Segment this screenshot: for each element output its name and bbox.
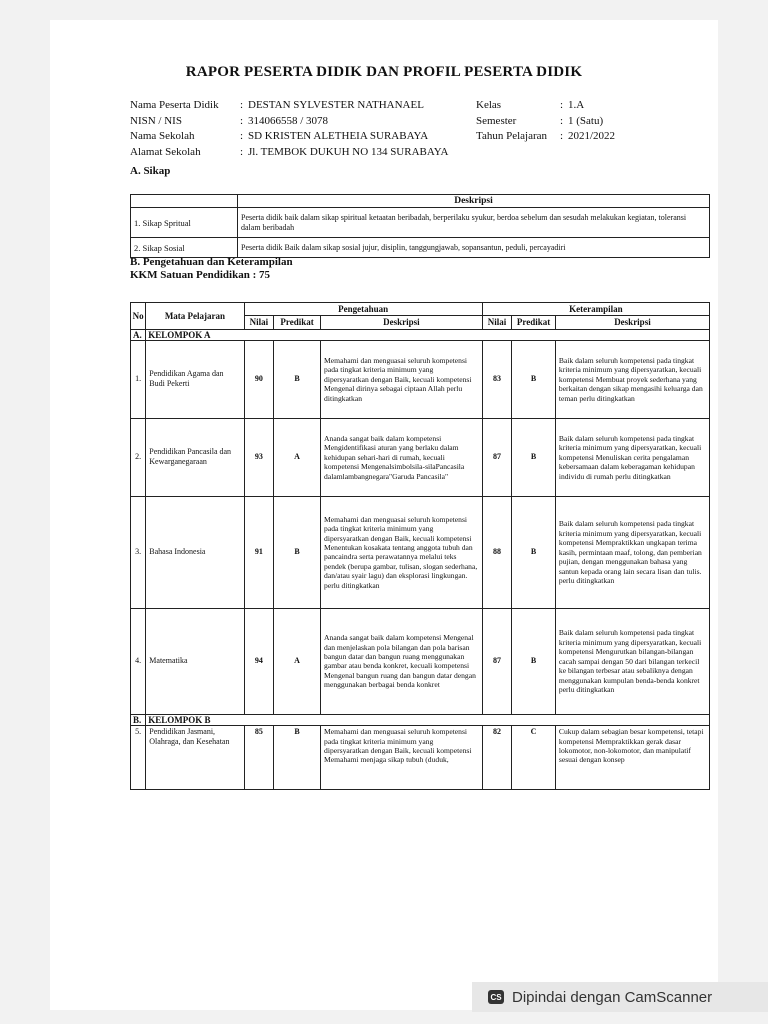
pengetahuan-deskripsi: Memahami dan menguasai seluruh kompetensi pada tingkat kriteria minimum yang dipersyaratkan dengan Baik, kecuali kompetensi Memahami menjaga sikap tubuh (duduk, <box>321 726 483 790</box>
subject-name: Pendidikan Jasmani, Olahraga, dan Kesehatan <box>146 726 244 790</box>
subject-name: Bahasa Indonesia <box>146 496 244 608</box>
sikap-row <box>131 238 710 258</box>
pengetahuan-nilai: 91 <box>244 496 273 608</box>
info-row <box>130 114 448 130</box>
info-separator: : <box>560 114 564 127</box>
camscanner-watermark <box>472 982 768 1012</box>
subject-no: 2. <box>131 418 146 496</box>
info-row <box>130 98 448 114</box>
pengetahuan-deskripsi: Memahami dan menguasai seluruh kompetensi pada tingkat kriteria minimum yang dipersyaratkan dengan Baik, kecuali kompetensi Menentukan kosakata tentang anggota tubuh dan pancaindra serta perawatannya melalui teks pendek (berupa gambar, tulisan, slogan sederhana, dan/atau syair lagu) dan eksplorasi lingkungan. perlu ditingkatkan <box>321 496 483 608</box>
kkm-label: KKM Satuan Pendidikan : 75 <box>130 269 270 281</box>
info-separator: : <box>240 99 244 111</box>
keterampilan-nilai: 88 <box>482 496 511 608</box>
sikap-desc: Peserta didik baik dalam sikap spiritual ketaatan beribadah, berperilaku syukur, berdoa sebelum dan sesudah melakukan kegiatan, toleransi dalam beribadah <box>238 208 710 238</box>
group-name: KELOMPOK B <box>146 714 710 725</box>
keterampilan-nilai: 87 <box>482 608 511 714</box>
keterampilan-predikat: B <box>512 496 556 608</box>
info-row <box>476 129 615 145</box>
subject-row <box>131 340 710 418</box>
class-info <box>476 98 615 145</box>
info-separator: : <box>560 130 564 142</box>
info-separator: : <box>240 114 244 127</box>
group-code: A. <box>131 329 146 340</box>
info-row <box>130 129 448 145</box>
k-predikat-header: Predikat <box>512 316 556 329</box>
pengetahuan-deskripsi: Ananda sangat baik dalam kompetensi Mengenal dan menjelaskan pola bilangan dan pola barisan bangun datar dan bangun ruang menggunakan gambar atau benda konkret, kecuali kompetensi Mengenal bangun ruang dan bangun datar dengan menggunakan berbagai benda konkret <box>321 608 483 714</box>
sikap-label: 1. Sikap Spritual <box>131 208 238 238</box>
info-row <box>130 145 448 161</box>
keterampilan-nilai: 83 <box>482 340 511 418</box>
info-value: 2021/2022 <box>568 130 616 142</box>
keterampilan-predikat: B <box>512 418 556 496</box>
group-code: B. <box>131 714 146 725</box>
pengetahuan-deskripsi: Ananda sangat baik dalam kompetensi Mengidentifikasi aturan yang berlaku dalam kehidupan sehari-hari di rumah, kecuali kompetensi Mengenalsimbolsila-silaPancasila dalamlambangnegara"Garuda Pancasila" <box>321 418 483 496</box>
group-row <box>131 714 710 725</box>
subject-row <box>131 418 710 496</box>
p-deskripsi-header: Deskripsi <box>321 316 483 329</box>
keterampilan-nilai: 82 <box>482 726 511 790</box>
keterampilan-deskripsi: Baik dalam seluruh kompetensi pada tingkat kriteria minimum yang dipersyaratkan, kecuali kompetensi Mempraktikkan ungkapan terima kasih, permintaan maaf, tolong, dan pemberian pujian, dengan menggunakan bahasa yang santun kepada orang lain secara lisan dan tulis. perlu ditingkatkan <box>555 496 709 608</box>
info-key: Semester <box>476 114 517 127</box>
keterampilan-deskripsi: Cukup dalam sebagian besar kompetensi, tetapi kompetensi Mempraktikkan gerak dasar lokomotor, non-lokomotor, dan manipulatif sesuai dengan konsep <box>555 726 709 790</box>
keterampilan-predikat: C <box>512 726 556 790</box>
subject-name: Pendidikan Pancasila dan Kewarganegaraan <box>146 418 244 496</box>
keterampilan-deskripsi: Baik dalam seluruh kompetensi pada tingkat kriteria minimum yang dipersyaratkan, kecuali kompetensi Menuliskan cerita pengalaman kebersamaan dalam keberagaman kehidupan individu di rumah perlu ditingkatkan <box>555 418 709 496</box>
subject-name: Pendidikan Agama dan Budi Pekerti <box>146 340 244 418</box>
camscanner-text: Dipindai dengan CamScanner <box>512 988 713 1006</box>
info-separator: : <box>560 99 564 111</box>
subject-row <box>131 608 710 714</box>
pengetahuan-header: Pengetahuan <box>244 303 482 316</box>
pengetahuan-predikat: A <box>274 608 321 714</box>
sikap-table <box>130 194 710 258</box>
info-value: 1.A <box>568 99 585 111</box>
info-value: SD KRISTEN ALETHEIA SURABAYA <box>248 130 429 142</box>
subject-name: Matematika <box>146 608 244 714</box>
keterampilan-predikat: B <box>512 340 556 418</box>
section-b-heading: B. Pengetahuan dan Keterampilan <box>130 256 293 268</box>
p-predikat-header: Predikat <box>274 316 321 329</box>
k-nilai-header: Nilai <box>482 316 511 329</box>
p-nilai-header: Nilai <box>244 316 273 329</box>
info-key: Nama Peserta Didik <box>130 99 219 111</box>
keterampilan-predikat: B <box>512 608 556 714</box>
camscanner-logo-icon: CS <box>488 990 504 1004</box>
pengetahuan-predikat: A <box>274 418 321 496</box>
subject-row <box>131 726 710 790</box>
info-key: NISN / NIS <box>130 114 182 127</box>
subject-no: 4. <box>131 608 146 714</box>
keterampilan-header: Keterampilan <box>482 303 709 316</box>
info-separator: : <box>240 130 244 142</box>
sikap-row <box>131 208 710 238</box>
subject-no: 3. <box>131 496 146 608</box>
pengetahuan-predikat: B <box>274 726 321 790</box>
sikap-blank-header <box>131 195 238 208</box>
pengetahuan-nilai: 94 <box>244 608 273 714</box>
pengetahuan-predikat: B <box>274 340 321 418</box>
grades-table <box>130 302 710 790</box>
info-value: Jl. TEMBOK DUKUH NO 134 SURABAYA <box>248 145 449 158</box>
k-deskripsi-header: Deskripsi <box>555 316 709 329</box>
sikap-desc-header: Deskripsi <box>238 195 710 208</box>
info-value: DESTAN SYLVESTER NATHANAEL <box>248 99 424 111</box>
info-key: Tahun Pelajaran <box>476 130 548 142</box>
info-key: Alamat Sekolah <box>130 145 201 158</box>
student-info <box>130 98 448 160</box>
keterampilan-deskripsi: Baik dalam seluruh kompetensi pada tingkat kriteria minimum yang dipersyaratkan, kecuali kompetensi Mengurutkan bilangan-bilangan cacah sampai dengan 50 dari bilangan terkecil ke bilangan terbesar atau sebaliknya dengan menggunakan kumpulan benda-benda konkret perlu ditingkatkan <box>555 608 709 714</box>
report-page <box>50 20 718 1010</box>
pengetahuan-nilai: 85 <box>244 726 273 790</box>
sikap-label: 2. Sikap Sosial <box>131 238 238 258</box>
subject-row <box>131 496 710 608</box>
keterampilan-deskripsi: Baik dalam seluruh kompetensi pada tingkat kriteria minimum yang dipersyaratkan, kecuali kompetensi Membuat proyek sederhana yang berkaitan dengan sikap mengasihi keluarga dan teman perlu ditingkatkan <box>555 340 709 418</box>
no-header: No <box>131 303 146 330</box>
subject-no: 1. <box>131 340 146 418</box>
pengetahuan-predikat: B <box>274 496 321 608</box>
sikap-desc: Peserta didik Baik dalam sikap sosial jujur, disiplin, tanggungjawab, sopansantun, peduli, percayadiri <box>238 238 710 258</box>
pengetahuan-deskripsi: Memahami dan menguasai seluruh kompetensi pada tingkat kriteria minimum yang dipersyaratkan dengan Baik, kecuali kompetensi Mengenal dirinya sebagai ciptaan Allah perlu ditingkatkan <box>321 340 483 418</box>
info-row <box>476 114 615 130</box>
info-value: 314066558 / 3078 <box>248 114 329 127</box>
info-separator: : <box>240 145 244 158</box>
pengetahuan-nilai: 90 <box>244 340 273 418</box>
info-key: Nama Sekolah <box>130 130 195 142</box>
info-value: 1 (Satu) <box>568 114 604 127</box>
subject-no: 5. <box>131 726 146 790</box>
pengetahuan-nilai: 93 <box>244 418 273 496</box>
info-row <box>476 98 615 114</box>
group-row <box>131 329 710 340</box>
group-name: KELOMPOK A <box>146 329 710 340</box>
section-a-heading: A. Sikap <box>130 165 171 177</box>
mapel-header: Mata Pelajaran <box>146 303 244 330</box>
keterampilan-nilai: 87 <box>482 418 511 496</box>
page-title: RAPOR PESERTA DIDIK DAN PROFIL PESERTA DIDIK <box>185 64 583 80</box>
info-key: Kelas <box>476 99 502 111</box>
